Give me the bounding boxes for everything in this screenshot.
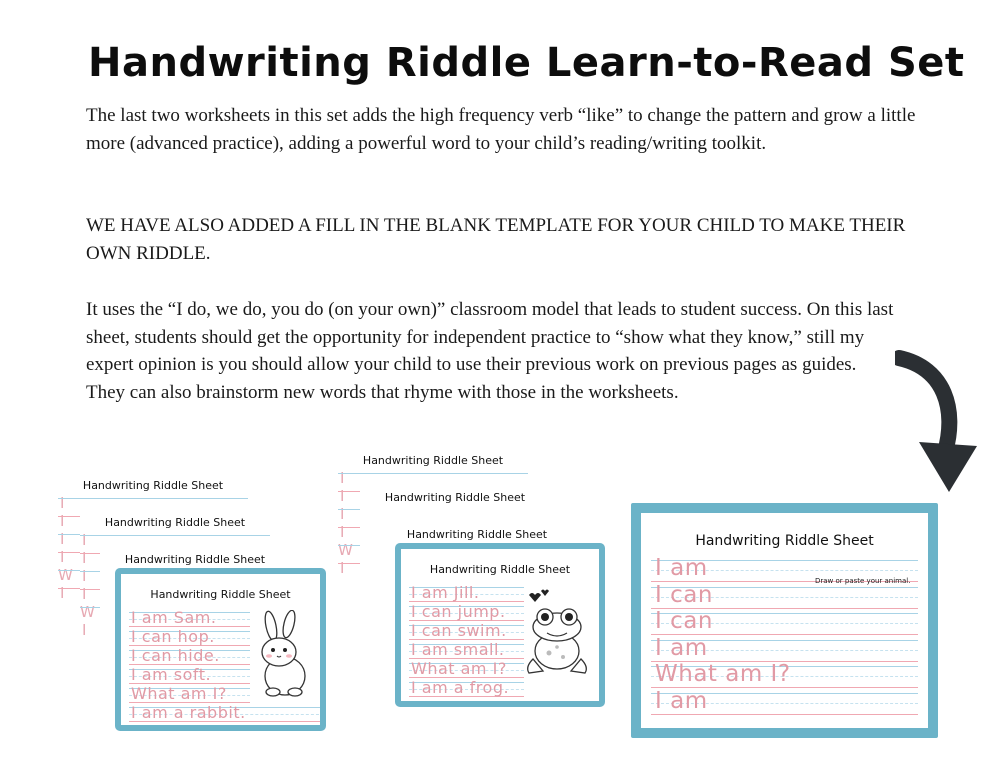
paragraph-intro: The last two worksheets in this set adds the high frequency verb “like” to change the pattern and grow a little more (advanced practice), adding a powerful word to your child’s reading/writing toolkit. bbox=[86, 105, 916, 154]
worksheet-rabbit bbox=[115, 568, 326, 731]
stack-letter: I bbox=[82, 531, 87, 549]
stack-letter: W bbox=[338, 541, 353, 559]
stack-letter: I bbox=[82, 549, 87, 567]
sheet-title: Handwriting Riddle Sheet bbox=[362, 454, 504, 467]
tracing-text: I am soft. bbox=[131, 665, 212, 684]
tracing-text: I can bbox=[655, 608, 713, 634]
sheet-title: Handwriting Riddle Sheet bbox=[150, 588, 291, 601]
tracing-text: I am small. bbox=[411, 640, 505, 659]
stack-letter: W bbox=[80, 603, 95, 621]
tracing-text: I can hop. bbox=[131, 627, 215, 646]
stack-letter: I bbox=[82, 585, 87, 603]
tracing-row bbox=[129, 705, 324, 724]
stack-letter: I bbox=[60, 512, 65, 530]
tracing-text: I am bbox=[655, 555, 708, 581]
tracing-text: I am Jill. bbox=[411, 583, 480, 602]
stack-letter: I bbox=[82, 621, 87, 639]
worksheet-frog bbox=[395, 543, 605, 707]
stack-letter: I bbox=[60, 494, 65, 512]
tracing-text: I am bbox=[655, 687, 708, 714]
stack-letter: I bbox=[82, 567, 87, 585]
sheet-title: Handwriting Riddle Sheet bbox=[104, 516, 246, 529]
stack-letter: I bbox=[60, 584, 65, 602]
stack-letter: I bbox=[340, 469, 345, 487]
sheet-title: Handwriting Riddle Sheet bbox=[429, 563, 571, 576]
rabbit-illustration-icon bbox=[251, 610, 313, 700]
sheet-title: Handwriting Riddle Sheet bbox=[82, 479, 224, 492]
page-title: Handwriting Riddle Learn-to-Read Set bbox=[88, 40, 965, 86]
tracing-text: I am a rabbit. bbox=[131, 703, 246, 722]
tracing-row bbox=[651, 687, 918, 718]
paragraph-model: It uses the “I do, we do, you do (on your own)” classroom model that leads to student success. On this last sheet, students should get the opportunity for independent practice to “show what they know,” still my expert opinion is you should allow your child to use their previous work on previous pages as guides. They can also brainstorm new words that rhyme with those in the worksheets. bbox=[86, 299, 894, 403]
tracing-text: I can hide. bbox=[131, 646, 220, 665]
tracing-text: I am bbox=[655, 634, 708, 661]
sheet-title: Handwriting Riddle Sheet bbox=[124, 553, 266, 566]
draw-note: Draw or paste your animal. bbox=[815, 577, 911, 585]
sheet-title: Handwriting Riddle Sheet bbox=[695, 533, 874, 549]
stack-letter: I bbox=[340, 505, 345, 523]
curved-arrow-icon bbox=[895, 350, 985, 495]
tracing-text: I am Sam. bbox=[131, 608, 217, 627]
tracing-lines bbox=[409, 585, 524, 699]
stack-letter: I bbox=[340, 487, 345, 505]
tracing-text: I am a frog. bbox=[411, 678, 510, 697]
worksheet-template bbox=[631, 503, 938, 738]
frog-illustration-icon bbox=[519, 589, 591, 679]
tracing-text: What am I? bbox=[411, 659, 507, 678]
sheet-title: Handwriting Riddle Sheet bbox=[406, 528, 548, 541]
stack-letter: I bbox=[60, 530, 65, 548]
stack-letter: W bbox=[58, 566, 73, 584]
tracing-text: I can bbox=[655, 581, 713, 608]
stack-letter: I bbox=[60, 548, 65, 566]
tracing-row bbox=[409, 680, 524, 699]
tracing-text: I can jump. bbox=[411, 602, 506, 621]
tracing-lines bbox=[129, 610, 250, 724]
sheet-title: Handwriting Riddle Sheet bbox=[384, 491, 526, 504]
tracing-text: What am I? bbox=[655, 661, 791, 687]
tracing-text: What am I? bbox=[131, 684, 227, 703]
tracing-text: I can swim. bbox=[411, 621, 507, 640]
paragraph-template-note: WE HAVE ALSO ADDED A FILL IN THE BLANK TEMPLATE FOR YOUR CHILD TO MAKE THEIR OWN RIDDLE. bbox=[86, 215, 906, 264]
stack-letter: I bbox=[340, 523, 345, 541]
stack-letter: I bbox=[340, 559, 345, 577]
